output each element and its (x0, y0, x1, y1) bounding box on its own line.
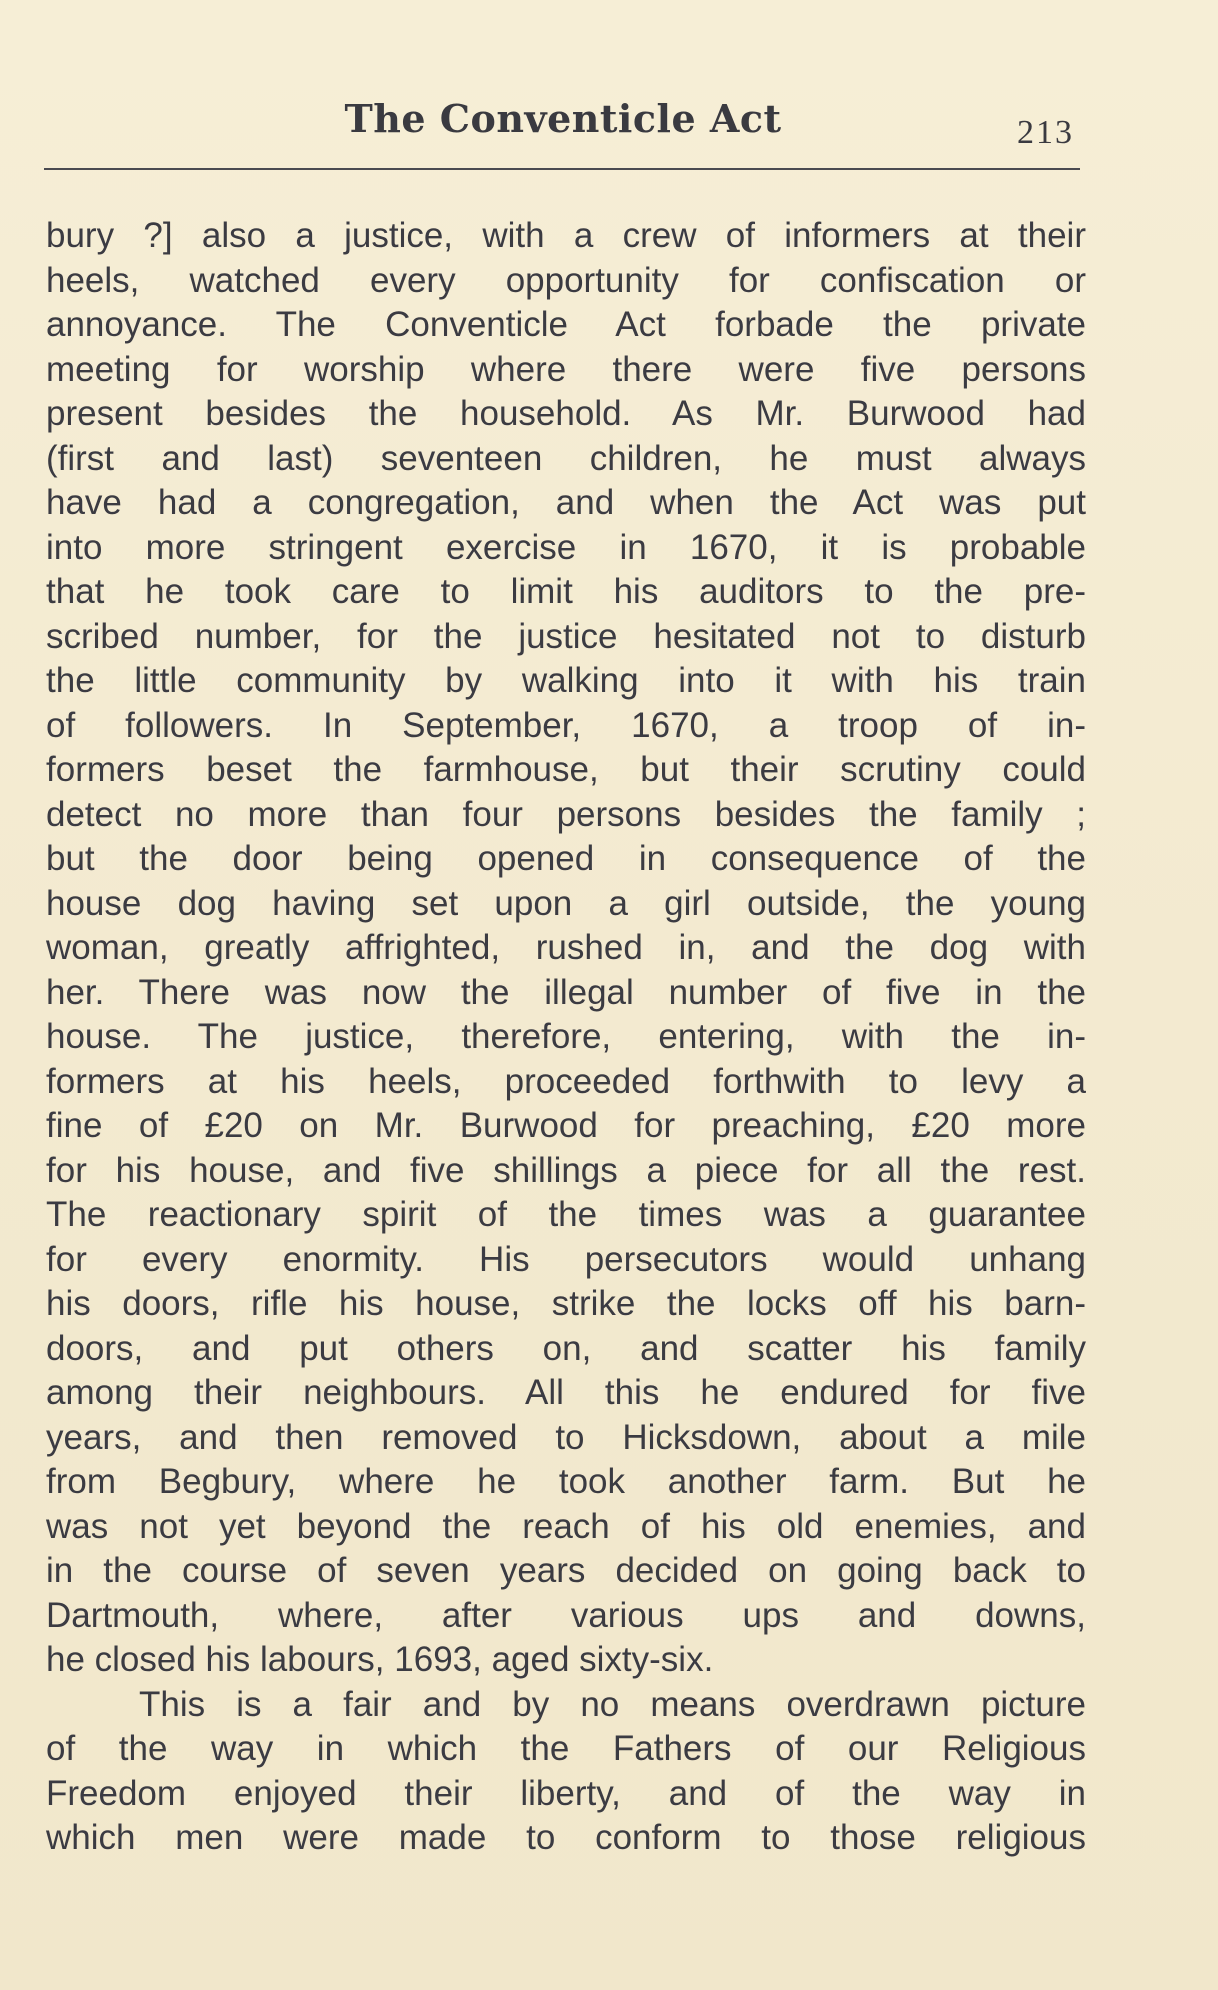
text-line: of the way in which the Fathers of our Religious (46, 1729, 1086, 1768)
page-number: 213 (1017, 114, 1074, 151)
text-line: Freedom enjoyed their liberty, and of the way in (46, 1773, 1086, 1813)
text-line: annoyance. The Conventicle Act forbade the private (46, 305, 1086, 344)
text-line: the little community by walking into it with his train (46, 661, 1086, 700)
text-line: that he took care to limit his auditors to the pre- (46, 572, 1086, 611)
text-line: Dartmouth, where, after various ups and downs, (46, 1595, 1086, 1635)
text-line: present besides the household. As Mr. Burwood had (46, 394, 1086, 433)
text-line: heels, watched every opportunity for confiscation or (46, 260, 1086, 300)
paragraph-2 (46, 1683, 1086, 1861)
body-text (46, 214, 1086, 1861)
header-rule (44, 168, 1080, 170)
text-line: formers beset the farmhouse, but their scrutiny could (46, 750, 1086, 789)
text-line: The reactionary spirit of the times was a guarantee (46, 1195, 1086, 1234)
text-line: house dog having set upon a girl outside, the young (46, 883, 1086, 923)
text-line: detect no more than four persons besides the family ; (46, 794, 1086, 834)
paragraph-1 (46, 214, 1086, 1683)
text-line: have had a congregation, and when the Act was put (46, 483, 1086, 522)
running-header (46, 96, 1080, 156)
text-line: meeting for worship where there were five persons (46, 349, 1086, 389)
text-line: (first and last) seventeen children, he must always (46, 438, 1086, 478)
text-line: for every enormity. His persecutors would unhang (46, 1239, 1086, 1279)
text-line: into more stringent exercise in 1670, it is probable (46, 527, 1086, 567)
text-line: years, and then removed to Hicksdown, about a mile (46, 1417, 1086, 1457)
text-line: for his house, and five shillings a piece for all the rest. (46, 1150, 1086, 1190)
text-line: house. The justice, therefore, entering, with the in- (46, 1017, 1086, 1056)
text-line: of followers. In September, 1670, a troop of in- (46, 705, 1086, 745)
text-line: he closed his labours, 1693, aged sixty-six. (46, 1640, 714, 1679)
text-line: formers at his heels, proceeded forthwith to levy a (46, 1061, 1086, 1101)
text-line: scribed number, for the justice hesitated not to disturb (46, 616, 1086, 656)
text-line: from Begbury, where he took another farm. But he (46, 1462, 1086, 1501)
text-line: fine of £20 on Mr. Burwood for preaching, £20 more (46, 1106, 1086, 1145)
text-line: among their neighbours. All this he endured for five (46, 1373, 1086, 1412)
text-line: bury ?] also a justice, with a crew of informers at their (46, 216, 1086, 255)
text-line: his doors, rifle his house, strike the locks off his barn- (46, 1284, 1086, 1323)
text-line: This is a fair and by no means overdrawn picture (139, 1684, 1086, 1724)
running-title: The Conventicle Act (344, 96, 782, 141)
text-line: woman, greatly affrighted, rushed in, and the dog with (46, 928, 1086, 967)
text-line: which men were made to conform to those religious (46, 1818, 1086, 1857)
text-line: her. There was now the illegal number of five in the (46, 972, 1086, 1012)
text-line: in the course of seven years decided on going back to (46, 1551, 1086, 1590)
text-line: but the door being opened in consequence of the (46, 839, 1086, 878)
text-line: doors, and put others on, and scatter his family (46, 1328, 1086, 1368)
text-line: was not yet beyond the reach of his old enemies, and (46, 1506, 1086, 1546)
